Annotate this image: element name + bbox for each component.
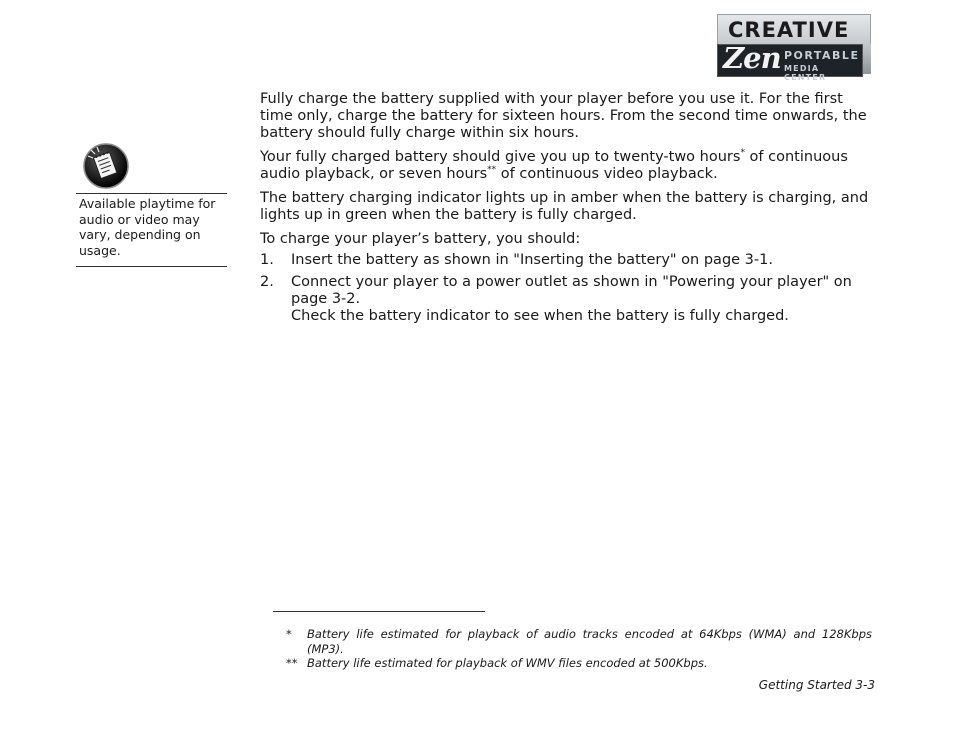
list-item (260, 252, 872, 269)
logo-product-text: Zen (723, 41, 781, 75)
step-subtext: Check the battery indicator to see when the battery is fully charged. (291, 308, 789, 324)
footnote-mark: * (286, 627, 292, 641)
logo-brand-text: CREATIVE (728, 18, 850, 42)
step-number: 1. (260, 252, 274, 268)
main-content (260, 91, 872, 330)
creative-zen-logo (717, 14, 871, 82)
page-footer: Getting Started 3-3 (758, 678, 875, 692)
sidebar-note-text: Available playtime for audio or video may vary, depending on usage. (79, 196, 216, 258)
footnote-mark: ** (286, 656, 298, 670)
footnote-item (286, 627, 872, 656)
step-text: Connect your player to a power outlet as shown in "Powering your player" on page 3-2. (291, 274, 852, 307)
logo-tagline-1: PORTABLE (784, 49, 860, 62)
step-text: Insert the battery as shown in "Inserting the battery" on page 3-1. (291, 252, 773, 268)
battery-life-text-1: Your fully charged battery should give you up to twenty-two hours (260, 149, 741, 165)
paragraph-charging-indicator: The battery charging indicator lights up in amber when the battery is charging, and lights up in green when the battery is fully charged. (260, 190, 869, 223)
footnote-item (286, 656, 872, 671)
footnote-text: Battery life estimated for playback of WMV files encoded at 500Kbps. (307, 656, 708, 670)
footnotes (286, 627, 872, 671)
list-item (260, 274, 872, 325)
logo-tagline-2: MEDIA CENTER (784, 64, 827, 82)
note-pad-icon (82, 142, 130, 190)
paragraph-charge-instructions: Fully charge the battery supplied with your player before you use it. For the first time only, charge the battery for sixteen hours. From the second time onwards, the battery should fully charge within six hours. (260, 91, 867, 141)
note-top-divider (76, 193, 227, 194)
footnote-divider (273, 611, 485, 612)
footnote-ref-2: ** (487, 165, 497, 175)
footnote-ref-1: * (740, 148, 745, 158)
steps-list (260, 252, 872, 325)
paragraph-steps-intro: To charge your player’s battery, you should: (260, 231, 581, 247)
paragraph-battery-life (260, 149, 872, 183)
footnote-text: Battery life estimated for playback of audio tracks encoded at 64Kbps (WMA) and 128Kbps (MP3). (307, 627, 872, 656)
logo-bottom-bar (717, 41, 863, 82)
battery-life-text-3: of continuous video playback. (496, 166, 718, 182)
note-bottom-divider (76, 266, 227, 267)
battery-life-text-2: of continuous audio playback, or seven hours (260, 149, 848, 182)
step-number: 2. (260, 274, 274, 290)
logo-edge (863, 44, 871, 74)
